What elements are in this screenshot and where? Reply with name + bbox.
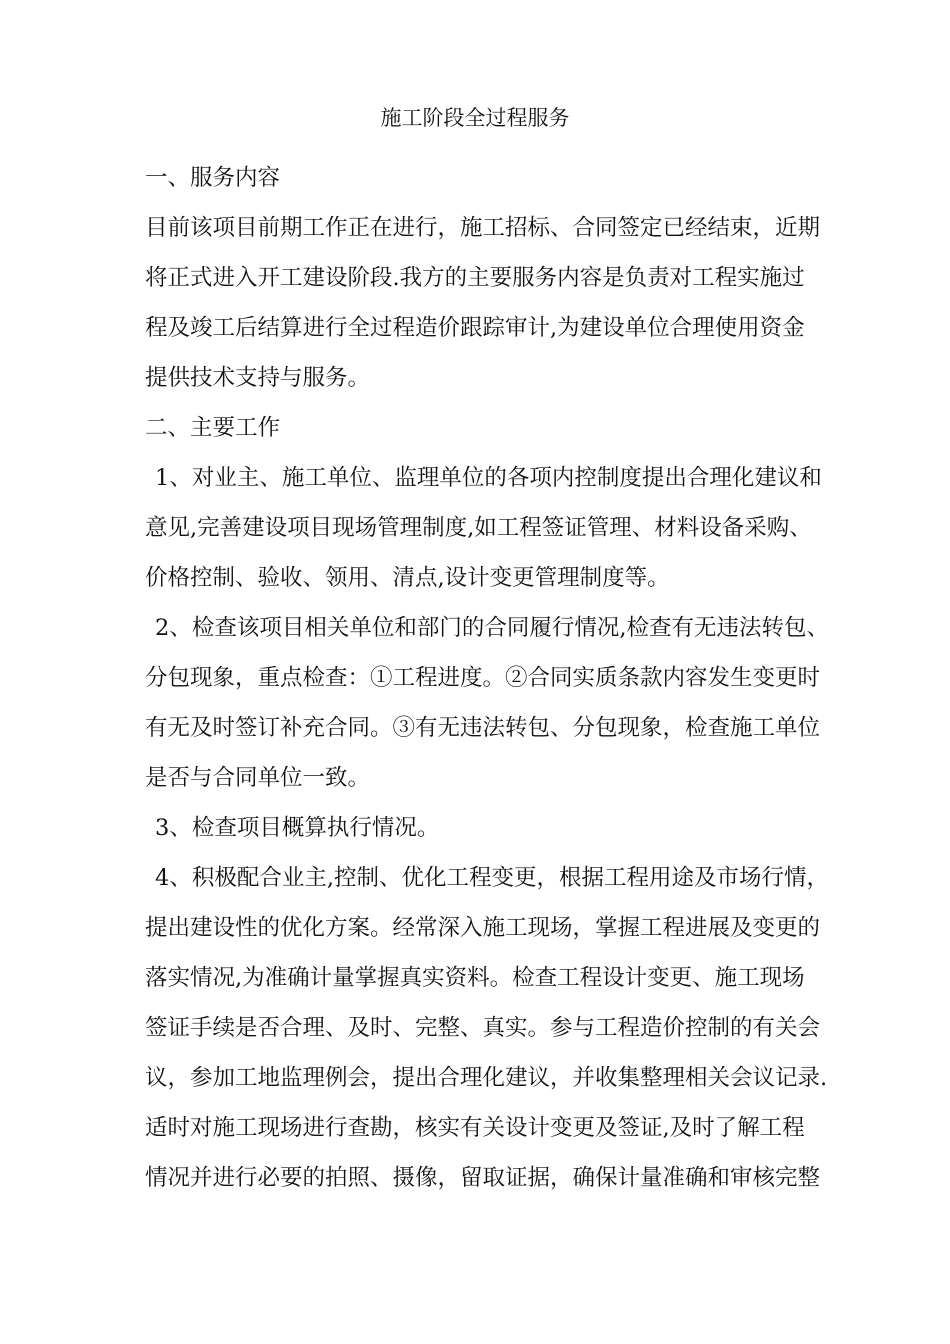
- text-line: 将正式进入开工建设阶段.我方的主要服务内容是负责对工程实施过: [145, 265, 805, 291]
- text-line: 落实情况,为准确计量掌握真实资料。检查工程设计变更、施工现场: [145, 965, 805, 991]
- text-line: 程及竣工后结算进行全过程造价跟踪审计,为建设单位合理使用资金: [145, 315, 805, 341]
- text-line: 议，参加工地监理例会，提出合理化建议，并收集整理相关会议记录.: [145, 1065, 828, 1091]
- text-line: 2、检查该项目相关单位和部门的合同履行情况,检查有无违法转包、: [155, 615, 829, 641]
- text-line: 签证手续是否合理、及时、完整、真实。参与工程造价控制的有关会: [145, 1015, 821, 1041]
- text-line: 意见,完善建设项目现场管理制度,如工程签证管理、材料设备采购、: [145, 515, 812, 541]
- text-line: 3、检查项目概算执行情况。: [155, 815, 440, 841]
- text-line: 情况并进行必要的拍照、摄像，留取证据，确保计量准确和审核完整: [145, 1165, 821, 1191]
- text-line: 提供技术支持与服务。: [145, 365, 371, 391]
- document-title: 施工阶段全过程服务: [380, 106, 570, 130]
- text-line: 1、对业主、施工单位、监理单位的各项内控制度提出合理化建议和: [155, 465, 822, 491]
- text-line: 目前该项目前期工作正在进行，施工招标、合同签定已经结束，近期: [145, 215, 821, 241]
- text-line: 分包现象，重点检查：①工程进度。②合同实质条款内容发生变更时: [145, 665, 821, 691]
- document-body: [145, 153, 829, 1203]
- text-line: 二、主要工作: [145, 415, 281, 441]
- text-line: 价格控制、验收、领用、清点,设计变更管理制度等。: [145, 565, 670, 591]
- text-line: 是否与合同单位一致。: [145, 765, 371, 791]
- text-line: 一、服务内容: [145, 165, 281, 191]
- text-line: 有无及时签订补充合同。③有无违法转包、分包现象，检查施工单位: [145, 715, 821, 741]
- text-line: 提出建设性的优化方案。经常深入施工现场，掌握工程进展及变更的: [145, 915, 821, 941]
- text-line: 4、积极配合业主,控制、优化工程变更，根据工程用途及市场行情，: [155, 865, 829, 891]
- text-line: 适时对施工现场进行查勘，核实有关设计变更及签证,及时了解工程: [145, 1115, 805, 1141]
